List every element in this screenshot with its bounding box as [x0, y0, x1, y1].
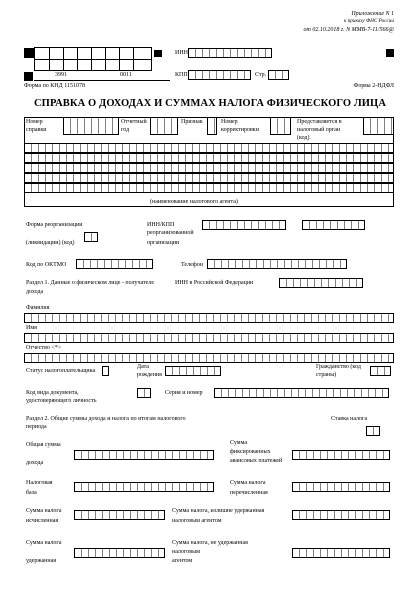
correction-cells[interactable] [270, 117, 291, 135]
tax-office-cells[interactable] [363, 117, 394, 135]
section2-heading: Раздел 2. Общие суммы дохода и налога по итогам налогового [26, 416, 186, 422]
tax-calc-label-2: исчисленная [26, 518, 59, 524]
reorg-form-cells[interactable] [84, 232, 98, 242]
tax-base-cells[interactable] [74, 482, 214, 492]
corr-label-2: корректировки [221, 127, 259, 133]
total-income-cells[interactable] [74, 450, 214, 460]
series-cells[interactable] [214, 388, 389, 398]
submitted-label-3: (код) [297, 135, 310, 141]
tax-calc-label: Сумма налога [26, 508, 62, 514]
section1-heading-2: дохода [26, 289, 44, 295]
agent-name-row-5[interactable] [24, 183, 394, 193]
tax-not-withheld-label-2: налоговым [172, 549, 200, 555]
tax-not-withheld-label-3: агентом [172, 558, 193, 564]
birth-date-cells[interactable] [165, 366, 221, 376]
tax-base-label-2: база [26, 490, 37, 496]
appendix-label: Приложение N 1 [351, 11, 394, 17]
patronymic-label: Отчество <*> [26, 345, 62, 351]
year-cells[interactable] [150, 117, 178, 135]
inn-label: ИНН [175, 50, 188, 56]
tax-withheld-label: Сумма налога [26, 540, 62, 546]
reorg-inn-label-2: реорганизованной [147, 230, 194, 236]
page-cells[interactable] [268, 70, 289, 80]
doc-code-cells[interactable] [137, 388, 151, 398]
agent-name-row-1[interactable] [24, 143, 394, 153]
patronymic-cells[interactable] [24, 353, 394, 363]
reorg-form-label: Форма реорганизации [26, 222, 83, 228]
tax-transferred-label: Сумма налога [230, 480, 266, 486]
number-label: Номер [26, 119, 43, 125]
surname-label: Фамилия [26, 305, 50, 311]
tax-not-withheld-cells[interactable] [292, 548, 390, 558]
surname-cells[interactable] [24, 313, 394, 323]
tax-not-withheld-label: Сумма налога, не удержанная [172, 540, 248, 546]
page-label: Стр. [255, 72, 267, 78]
status-cell[interactable] [102, 366, 109, 376]
agent-name-row-3[interactable] [24, 163, 394, 173]
reorg-form-label-2: (ликвидации) (код) [26, 240, 75, 246]
rate-label: Ставка налога [331, 416, 368, 422]
page-title: СПРАВКА О ДОХОДАХ И СУММАХ НАЛОГА ФИЗИЧЕСКОГО ЛИЦА [34, 98, 386, 109]
tax-withheld-label-2: удержанная [26, 558, 56, 564]
birth-label: Дата [137, 364, 149, 370]
section2-heading-2: периода [26, 424, 47, 430]
inn-rf-label: ИНН в Российской Федерации [175, 280, 254, 286]
certificate-number-cells[interactable] [63, 117, 119, 135]
total-income-label-2: дохода [26, 460, 44, 466]
reorg-inn-cells[interactable] [202, 220, 286, 230]
fixed-adv-cells[interactable] [292, 450, 390, 460]
agent-name-row-2[interactable] [24, 153, 394, 163]
tax-excess-label: Сумма налога, излишне удержанная [172, 508, 265, 514]
fixed-adv-label-3: авансовых платежей [230, 458, 283, 464]
doc-code-label-2: удостоверяющего личность [26, 398, 97, 404]
total-income-label: Общая сумма [26, 442, 61, 448]
order-ref: к приказу ФНС России [343, 18, 394, 24]
number-label-2: справки [26, 127, 47, 133]
submitted-label: Представляется в [297, 119, 342, 125]
doc-code-label: Код вида документа, [26, 390, 79, 396]
reorg-kpp-cells[interactable] [302, 220, 365, 230]
citizenship-cells[interactable] [370, 366, 391, 376]
tax-transferred-label-2: перечисленная [230, 490, 268, 496]
corr-label: Номер [221, 119, 238, 125]
code-0011: 0011 [120, 72, 132, 78]
oktmo-label: Код по ОКТМО [26, 262, 67, 268]
inn-rf-cells[interactable] [279, 278, 363, 288]
order-date: от 02.10.2018 г. N ММВ-7-11/566@ [303, 27, 394, 33]
citizenship-label-2: страны) [316, 372, 337, 378]
tax-excess-cells[interactable] [292, 510, 390, 520]
tax-calc-cells[interactable] [74, 510, 165, 520]
agent-name-row-4[interactable] [24, 173, 394, 183]
status-label: Статус налогоплательщика [26, 368, 96, 374]
name-cells[interactable] [24, 333, 394, 343]
year-label: Отчетный [121, 119, 147, 125]
phone-cells[interactable] [207, 259, 347, 269]
fixed-adv-label: Сумма [230, 440, 247, 446]
reorg-inn-label-3: организации [147, 240, 180, 246]
form-label: Форма 2-НДФЛ [353, 83, 394, 89]
name-label: Имя [26, 325, 37, 331]
kpp-label: КПП [175, 72, 188, 78]
sign-cell[interactable] [207, 117, 217, 135]
tax-excess-label-2: налоговым агентом [172, 518, 222, 524]
sign-label: Признак [181, 119, 203, 125]
barcode-grid [34, 47, 152, 71]
tax-base-label: Налоговая [26, 480, 53, 486]
fixed-adv-label-2: фиксированных [230, 449, 271, 455]
year-label-2: год [121, 127, 130, 133]
tax-transferred-cells[interactable] [292, 482, 390, 492]
rate-cells[interactable] [366, 426, 380, 436]
phone-label: Телефон [181, 262, 203, 268]
kpp-cells[interactable] [188, 70, 251, 80]
submitted-label-2: налоговый орган [297, 127, 341, 133]
knd-label: Форма по КНД 1151078 [24, 83, 85, 89]
series-label: Серия и номер [165, 390, 203, 396]
citizenship-label: Гражданство (код [316, 364, 361, 370]
tax-withheld-cells[interactable] [74, 548, 165, 558]
inn-cells[interactable] [188, 48, 272, 58]
code-3991: 3991 [55, 72, 67, 78]
oktmo-cells[interactable] [76, 259, 153, 269]
birth-label-2: рождения [137, 372, 162, 378]
agent-name-caption: (наименование налогового агента) [150, 199, 238, 205]
section1-heading: Раздел 1. Данные о физическом лице - получателе [26, 280, 154, 286]
reorg-inn-label: ИНН/КПП [147, 222, 175, 228]
